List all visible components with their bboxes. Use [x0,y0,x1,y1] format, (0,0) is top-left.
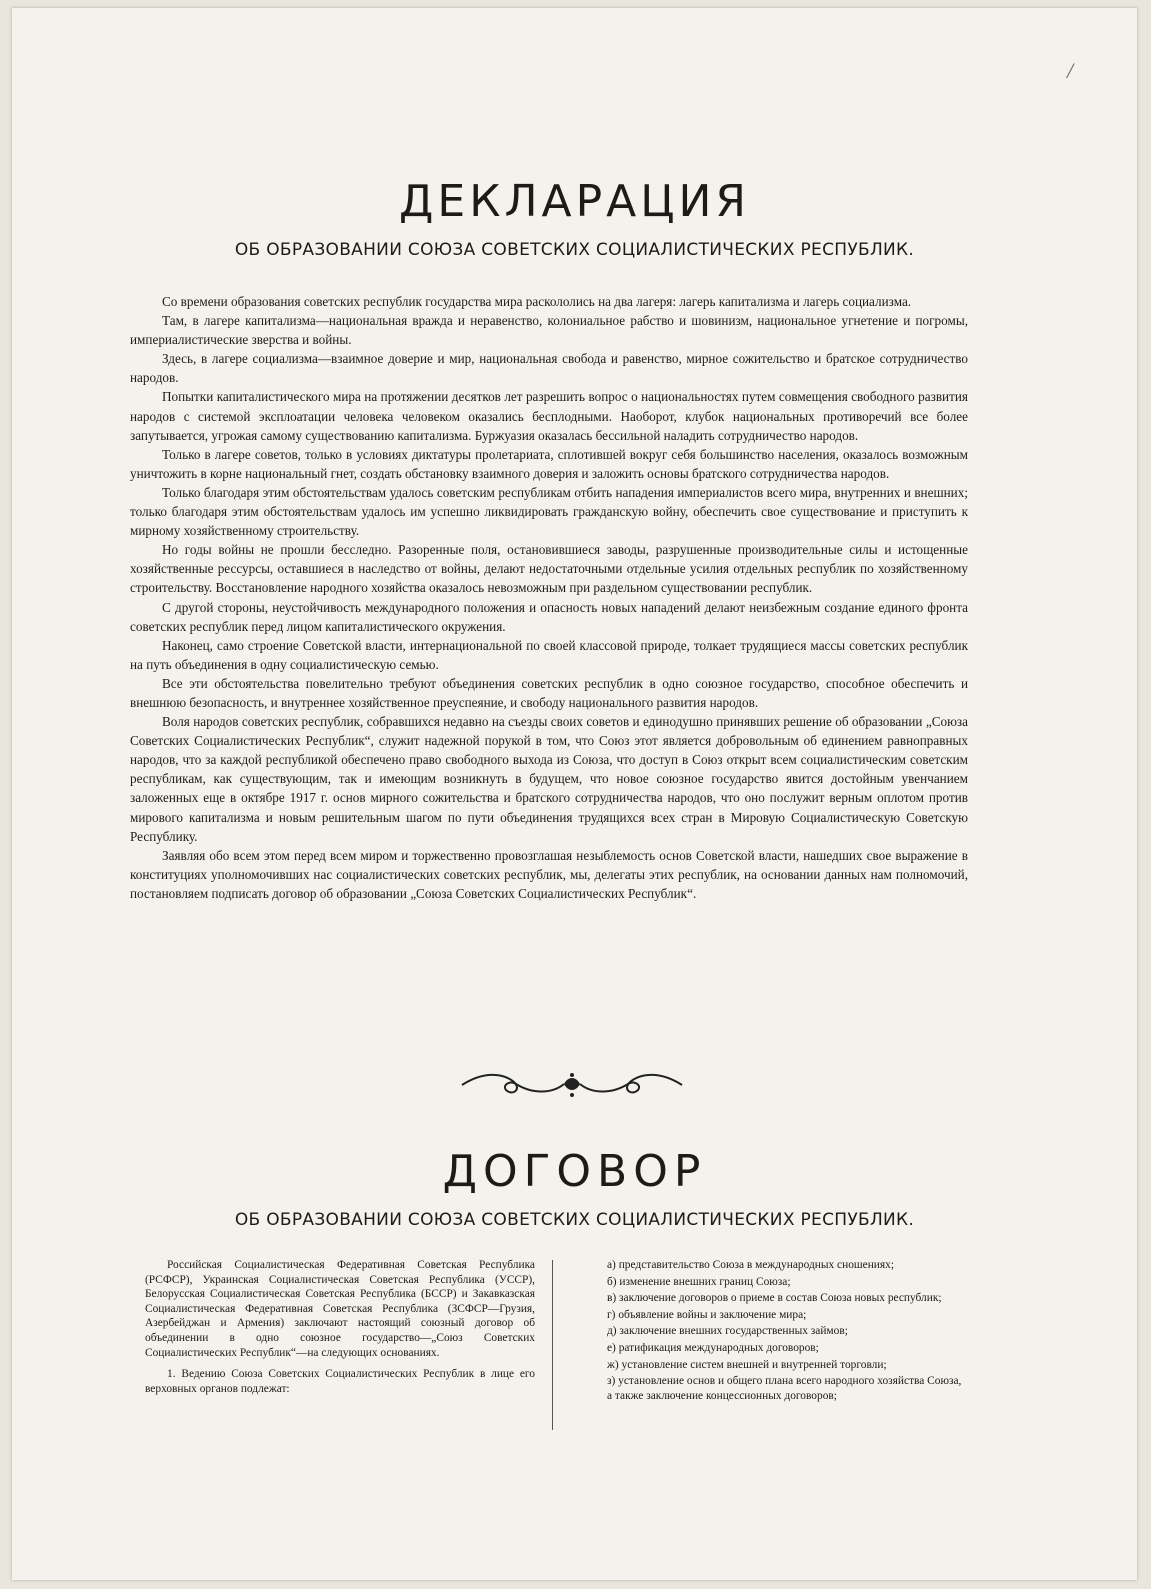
treaty-paragraph: 1. Ведению Союза Советских Социалистических Республик в лице его верховных органов подлежат: [145,1368,535,1395]
treaty-list-item: в) заключение договоров о приеме в состав Союза новых республик; [607,1292,942,1305]
declaration-paragraph: Здесь, в лагере социализма—взаимное доверие и мир, национальная свобода и равенство, мирное сожительство и братское сотрудничество народов. [130,351,968,386]
treaty-list-item: а) представительство Союза в международных сношениях; [607,1259,895,1271]
declaration-paragraph: Попытки капиталистического мира на протяжении десятков лет разрешить вопрос о национальностях путем совмещения свободного развития народов с системой эксплоатации человека человеком оказались бесплодными. Наоборот, клубок национальных противоречий все более запутывается, угрожая самому существованию капитализма. Буржуазия оказалась бессильной наладить сотрудничество народов. [130,389,968,443]
declaration-subtitle: ОБ ОБРАЗОВАНИИ СОЮЗА СОВЕТСКИХ СОЦИАЛИСТИЧЕСКИХ РЕСПУБЛИК. [234,240,915,260]
treaty-list-item: д) заключение внешних государственных займов; [607,1325,848,1338]
treaty-title: ДОГОВОР [442,1146,707,1197]
declaration-paragraph: Только в лагере советов, только в условиях диктатуры пролетариата, сплотившей вокруг себя большинство населения, оказалось возможным уничтожить в корне национальный гнет, создать обстановку взаимного доверия и заложить основы братского сотрудничества народов. [130,446,968,481]
declaration-title: ДЕКЛАРАЦИЯ [399,176,750,227]
declaration-paragraph: Только благодаря этим обстоятельствам удалось советским республикам отбить нападения империалистов всего мира, внутренних и внешних; только благодаря этим обстоятельствам удалось им успешно ликвидировать гражданскую войну, обеспечить свое существование и приступить к мирному хозяйственному строительству. [130,484,968,539]
treaty-list-item: е) ратификация международных договоров; [607,1341,819,1354]
declaration-paragraph: Заявляя обо всем этом перед всем миром и торжественно провозглашая незыблемость основ Советской власти, нашедших свое выражение в конституциях уполномочивших нас социалистических советских республик, мы, делегаты этих республик, на основании данных нам полномочий, постановляем подписать договор об образовании „Союза Советских Социалистических Республик“. [130,847,968,901]
declaration-paragraph: С другой стороны, неустойчивость международного положения и опасность новых нападений делают неизбежным создание единого фронта советских республик перед лицом капиталистического окружения. [130,599,968,634]
treaty-paragraph: Российская Социалистическая Федеративная Советская Республика (РСФСР), Украинская Социалистическая Советская Республика (УССР), Белорусская Социалистическая Советская Республика (БССР) и Закавказская Социалистическая Федеративная Советская Республика (ЗСФСР—Грузия, Азербейджан и Армения) заключают настоящий союзный договор об объединении в одно союзное государство—„Союз Советских Социалистических Республик“—на следующих основаниях. [145,1259,535,1359]
declaration-paragraph: Все эти обстоятельства повелительно требуют объединения советских республик в одно союзное государство, способное обеспечить и внешнюю безопасность, и внутреннее хозяйственное преуспеяние, и свободу национального развития народов. [130,675,968,710]
declaration-paragraph: Но годы войны не прошли бесследно. Разоренные поля, остановившиеся заводы, разрушенные производительные силы и истощенные хозяйственные рессурсы, оставшиеся в наследство от войны, делают недостаточными отдельные усилия отдельных республик по хозяйственному строительству. Восстановление народного хозяйства оказалось невозможным при раздельном существовании республик. [130,542,968,596]
declaration-body [130,292,968,903]
treaty-list-item: ж) установление систем внешней и внутренней торговли; [607,1358,887,1371]
treaty-left-column [145,1258,535,1403]
document-sheet [12,8,1137,1580]
column-divider [552,1260,553,1430]
ornament-divider [452,1070,692,1100]
declaration-paragraph: Воля народов советских республик, собравшихся недавно на съезды своих советов и единодушно принявших решение об образовании „Союза Советских Социалистических Республик“, служит надежной порукой в том, что Союз этот является добровольным об единением равноправных народов, что за каждой республикой обеспечено право свободного выхода из Союза, что доступ в Союз открыт всем социалистическим советским республикам, как существующим, так и имеющим возникнуть в будущем, что новое союзное государство явится достойным увенчанием заложенных еще в октябре 1917 г. основ мирного сожительства и братского сотрудничества народов, что оно послужит верным оплотом против мирового капитализма и новым решительным шагом по пути объединения трудящихся всех стран в Мировую Социалистическую Советскую Республику. [130,714,968,844]
treaty-list-item: з) установление основ и общего плана всего народного хозяйства Союза, а также заключение концессионных договоров; [607,1375,962,1402]
treaty-right-column [585,1258,968,1405]
declaration-paragraph: Со времени образования советских республик государства мира раскололись на два лагеря: лагерь капитализма и лагерь социализма. [162,294,912,309]
treaty-list-item: г) объявление войны и заключение мира; [607,1308,807,1321]
treaty-subtitle: ОБ ОБРАЗОВАНИИ СОЮЗА СОВЕТСКИХ СОЦИАЛИСТИЧЕСКИХ РЕСПУБЛИК. [234,1210,915,1230]
treaty-list-item: б) изменение внешних границ Союза; [607,1275,791,1288]
declaration-paragraph: Наконец, само строение Советской власти, интернациональной по своей классовой природе, толкает трудящиеся массы советских республик на путь объединения в одну социалистическую семью. [130,637,968,672]
declaration-paragraph: Там, в лагере капитализма—национальная вражда и неравенство, колониальное рабство и шовинизм, национальное угнетение и погромы, империалистические зверства и войны. [130,313,968,348]
corner-mark: / [1067,58,1074,83]
